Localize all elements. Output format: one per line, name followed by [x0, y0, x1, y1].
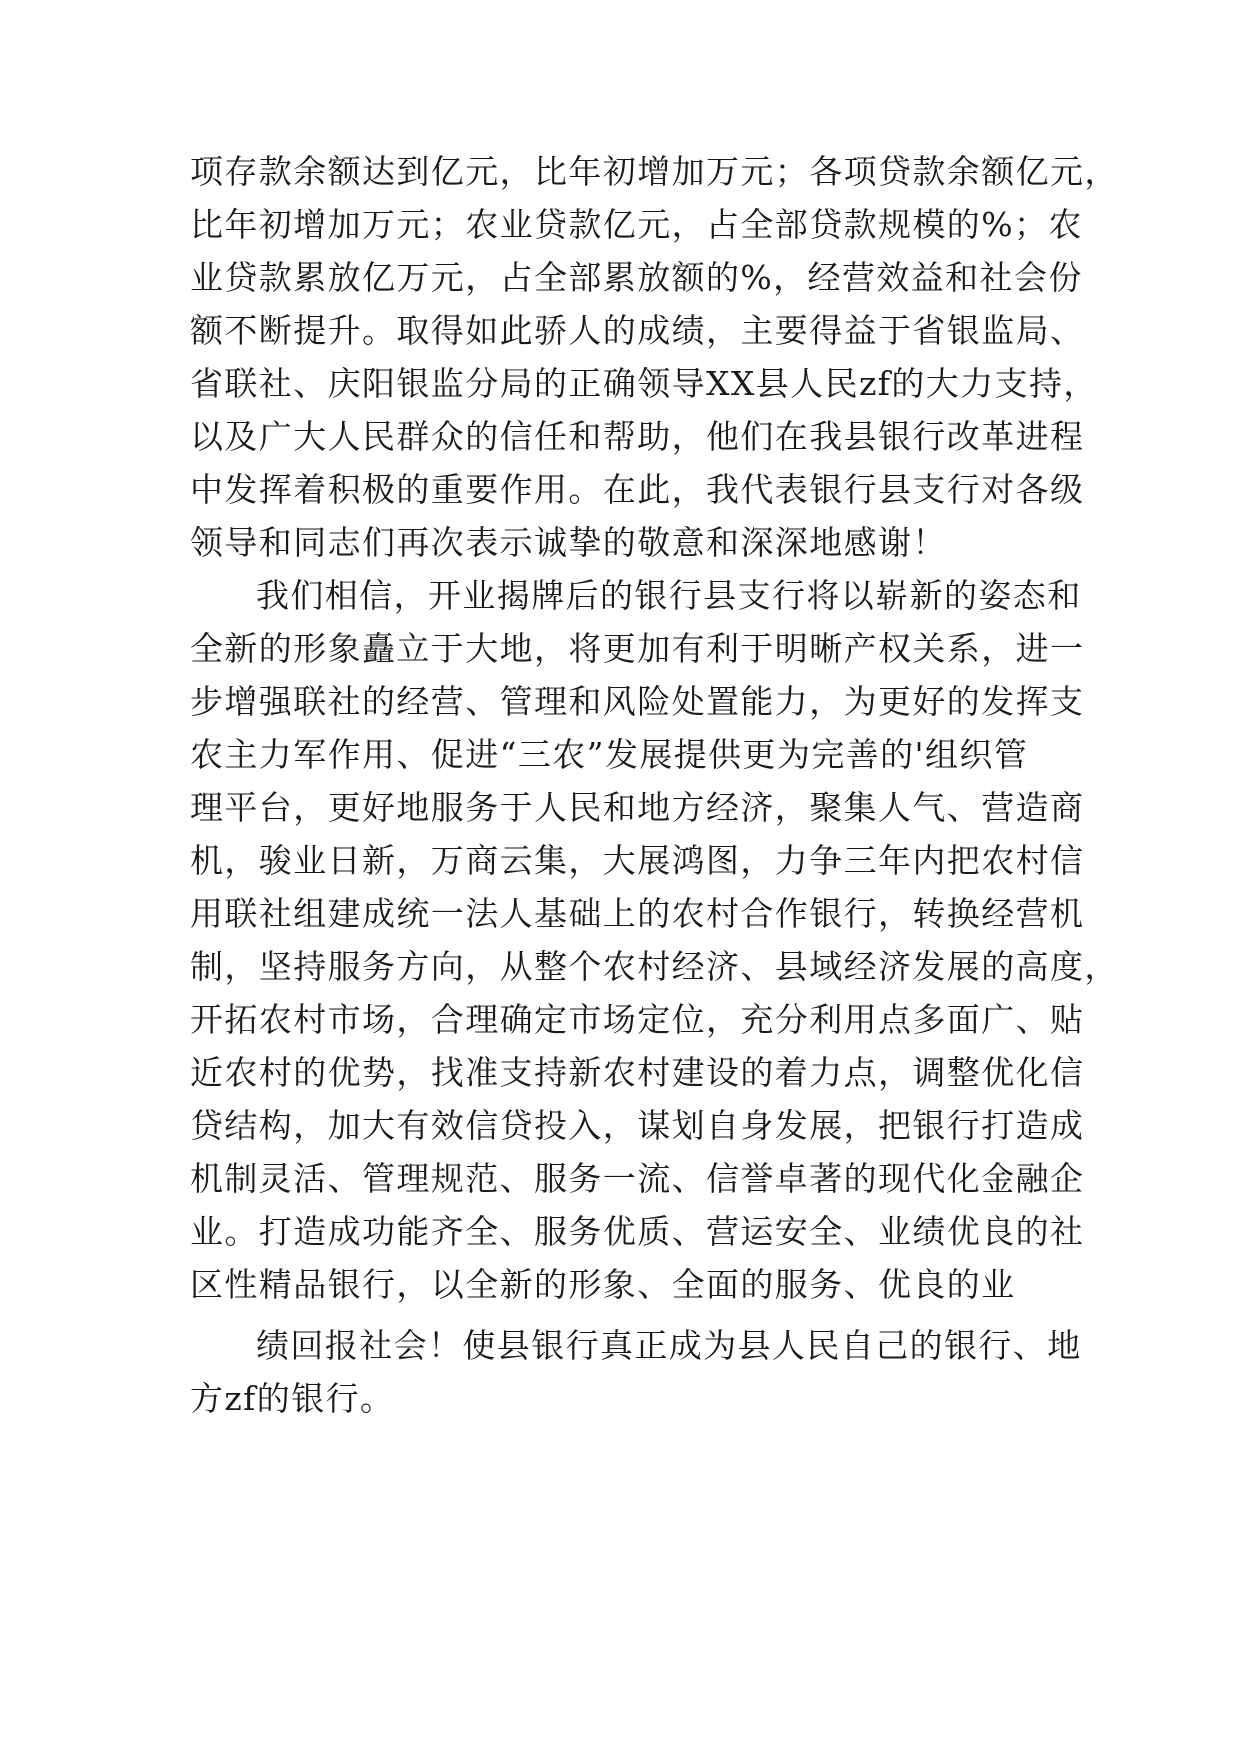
paragraph-line: 我们相信，开业揭牌后的银行县支行将以崭新的姿态和: [256, 576, 1082, 615]
paragraph-line: 比年初增加万元；农业贷款亿元，占全部贷款规模的%；农: [190, 205, 1083, 244]
paragraph-line: 制，坚持服务方向，从整个农村经济、县域经济发展的高度，: [190, 947, 1119, 986]
paragraph-line: 步增强联社的经营、管理和风险处置能力，为更好的发挥支: [190, 682, 1085, 721]
paragraph-line: 全新的形象矗立于大地，将更加有利于明晰产权关系，进一: [190, 629, 1085, 668]
paragraph-line: 以及广大人民群众的信任和帮助，他们在我县银行改革进程: [190, 417, 1085, 456]
paragraph-line: 农主力军作用、促进“三农”发展提供更为完善的'组织管: [190, 735, 1029, 774]
paragraph-line: 用联社组建成统一法人基础上的农村合作银行，转换经营机: [190, 894, 1085, 933]
paragraph-line: 省联社、庆阳银监分局的正确领导XX县人民zf的大力支持，: [190, 364, 1098, 403]
paragraph-line: 领导和同志们再次表示诚挚的敬意和深深地感谢！: [190, 523, 947, 562]
paragraph-line: 额不断提升。取得如此骄人的成绩，主要得益于省银监局、: [190, 311, 1085, 350]
paragraph-line: 机，骏业日新，万商云集，大展鸿图，力争三年内把农村信: [190, 841, 1085, 880]
paragraph-line: 区性精品银行，以全新的形象、全面的服务、优良的业: [190, 1265, 1016, 1304]
paragraph-line: 中发挥着积极的重要作用。在此，我代表银行县支行对各级: [190, 470, 1085, 509]
paragraph-line: 业。打造成功能齐全、服务优质、营运安全、业绩优良的社: [190, 1212, 1085, 1251]
paragraph-line: 近农村的优势，找准支持新农村建设的着力点，调整优化信: [190, 1053, 1085, 1092]
paragraph-line: 方zf的银行。: [190, 1379, 395, 1418]
paragraph-line: 绩回报社会！使县银行真正成为县人民自己的银行、地: [256, 1326, 1082, 1365]
paragraph-line: 项存款余额达到亿元，比年初增加万元；各项贷款余额亿元，: [190, 152, 1119, 191]
paragraph-line: 理平台，更好地服务于人民和地方经济，聚集人气、营造商: [190, 788, 1085, 827]
paragraph-line: 开拓农村市场，合理确定市场定位，充分利用点多面广、贴: [190, 1000, 1085, 1039]
paragraph-line: 机制灵活、管理规范、服务一流、信誉卓著的现代化金融企: [190, 1159, 1085, 1198]
paragraph-line: 业贷款累放亿万元，占全部累放额的%，经营效益和社会份: [190, 258, 1083, 297]
paragraph-line: 贷结构，加大有效信贷投入，谋划自身发展，把银行打造成: [190, 1106, 1085, 1145]
